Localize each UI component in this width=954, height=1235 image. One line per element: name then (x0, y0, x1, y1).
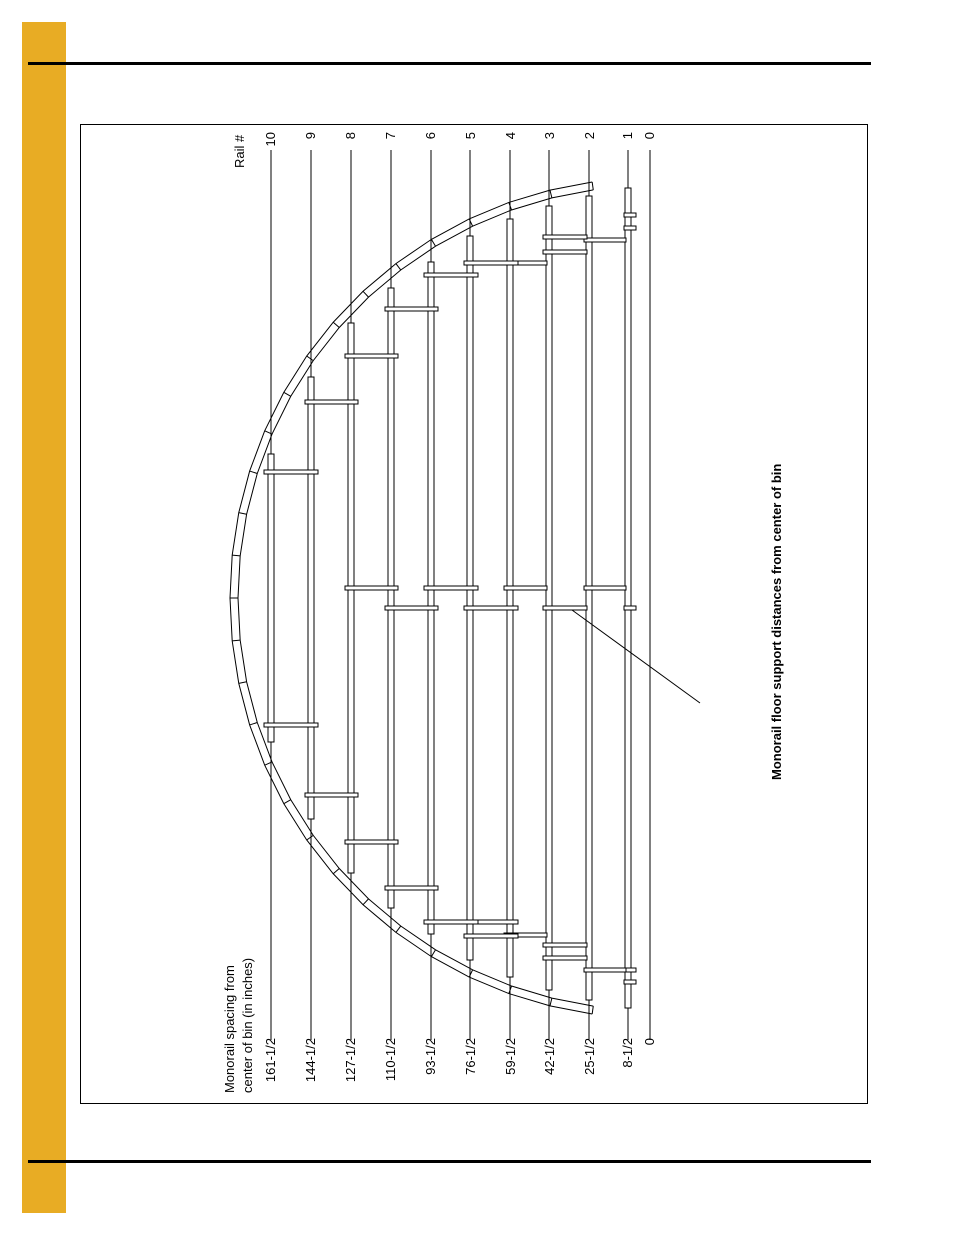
callout-leader (572, 610, 700, 703)
support-0-0 (624, 213, 636, 217)
bin-wall-joint (284, 392, 291, 396)
support-2-3 (543, 943, 587, 947)
rail-spacing-2: 25-1/2 (582, 1038, 597, 1075)
rail-8 (348, 323, 354, 873)
bin-wall-inner (238, 190, 593, 1006)
rail-3 (546, 206, 552, 990)
bin-wall-joint (333, 322, 339, 327)
rail-5 (467, 236, 473, 960)
support-5-2 (424, 920, 478, 924)
support-0-4 (624, 980, 636, 984)
support-5-1 (424, 586, 478, 590)
bin-wall-joint (592, 1006, 593, 1014)
support-4-3 (464, 934, 518, 938)
rail-number-2: 2 (582, 132, 597, 140)
spacing-header-line2: center of bin (in inches) (240, 957, 255, 1093)
bin-wall-joint (592, 182, 593, 190)
support-7-2 (345, 840, 398, 844)
support-6-1 (385, 606, 438, 610)
bin-wall-joint (431, 950, 435, 957)
support-6-2 (385, 886, 438, 890)
bin-wall-joint (284, 800, 291, 804)
rail-spacing-7: 110-1/2 (383, 1038, 398, 1082)
bin-wall-joint (333, 869, 339, 874)
support-8-1 (305, 793, 358, 797)
rail-number-9: 9 (303, 132, 318, 140)
rail-number-6: 6 (423, 132, 438, 140)
bin-wall-joint (307, 356, 314, 361)
rail-number-3: 3 (542, 132, 557, 140)
bin-wall-joint (431, 239, 435, 246)
rail-spacing-10: 161-1/2 (263, 1038, 278, 1083)
bin-wall-joint (232, 640, 240, 641)
rail-1 (625, 188, 631, 1008)
bin-wall-joint (239, 513, 247, 515)
rail-number-4: 4 (503, 132, 518, 140)
rail-spacing-6: 93-1/2 (423, 1038, 438, 1075)
support-0-2 (624, 606, 636, 610)
rail-9 (308, 377, 314, 819)
rail-spacing-0: 0 (642, 1038, 657, 1046)
bin-wall-joint (250, 723, 258, 725)
rail-spacing-8: 127-1/2 (343, 1038, 358, 1083)
rail-7 (388, 288, 394, 908)
callout-label: Monorail floor support distances from center of bin (769, 463, 784, 780)
rail-number-10: 10 (263, 132, 278, 147)
rail-number-7: 7 (383, 132, 398, 140)
support-9-0 (264, 470, 318, 474)
bin-wall-joint (363, 899, 368, 905)
rail-number-0: 0 (642, 132, 657, 140)
support-1-2 (584, 968, 626, 972)
rail-spacing-5: 76-1/2 (463, 1038, 478, 1075)
rail-number-5: 5 (463, 132, 478, 140)
bin-wall-joint (232, 555, 240, 556)
bin-wall-joint (363, 291, 368, 297)
rail-spacing-1: 8-1/2 (620, 1038, 635, 1068)
bin-wall-joint (396, 926, 401, 932)
bin-wall-joint (307, 835, 314, 840)
support-1-1 (584, 586, 626, 590)
rail-2 (586, 196, 592, 1000)
support-2-4 (543, 956, 587, 960)
bin-wall-joint (250, 471, 258, 473)
rail-number-8: 8 (343, 132, 358, 140)
rail-4 (507, 219, 513, 977)
bin-wall-joint (396, 264, 401, 270)
support-4-1 (464, 606, 518, 610)
floor-supports (264, 213, 636, 984)
bin-wall-joint (239, 682, 247, 684)
support-0-1 (624, 226, 636, 230)
rail-header: Rail # (232, 134, 247, 168)
support-1-0 (584, 238, 626, 242)
rail-10 (268, 454, 274, 742)
rail-spacing-4: 59-1/2 (503, 1038, 518, 1075)
rail-number-1: 1 (620, 132, 635, 140)
support-4-0 (464, 261, 518, 265)
support-2-2 (543, 606, 587, 610)
rails-layer (268, 150, 650, 1040)
rail-spacing-9: 144-1/2 (303, 1038, 318, 1083)
spacing-header-line1: Monorail spacing from (222, 965, 237, 1093)
support-9-1 (264, 723, 318, 727)
support-3-1 (504, 586, 547, 590)
support-2-0 (543, 235, 587, 239)
rail-spacing-3: 42-1/2 (542, 1038, 557, 1075)
support-7-1 (345, 586, 398, 590)
rail-6 (428, 262, 434, 934)
support-7-0 (345, 354, 398, 358)
support-2-1 (543, 250, 587, 254)
support-8-0 (305, 400, 358, 404)
support-5-0 (424, 273, 478, 277)
support-6-0 (385, 307, 438, 311)
bin-wall-joint (550, 998, 552, 1006)
bin-wall-joint (550, 190, 552, 198)
